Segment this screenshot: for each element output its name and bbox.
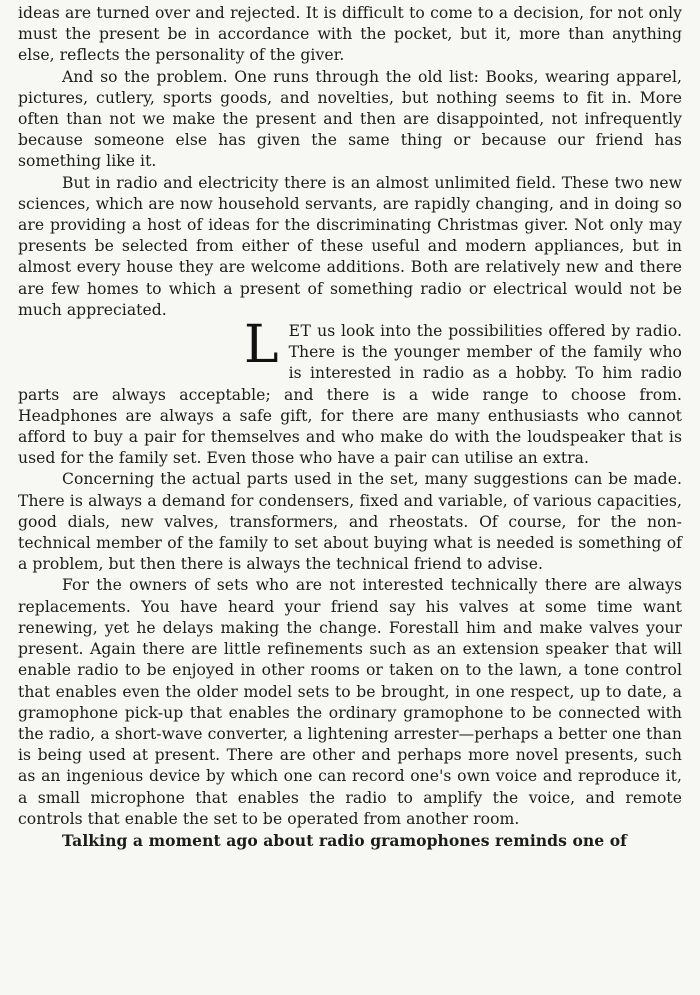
paragraph-problem: And so the problem. One runs through the old list: Books, wearing apparel, pictures, cutlery, sports goods, and novelties, but nothing seems to fit in. More often than not we make the present and then are disappointed, not infrequently because someone else has given the same thing or because our friend has something like it. (18, 67, 682, 171)
paragraph-possibilities (18, 315, 682, 469)
paragraph-replacements: For the owners of sets who are not interested technically there are always replacements. You have heard your friend say his valves at some time want renewing, yet he delays making the change. Forestall him and make valves your present. Again there are little refinements such as an extension speaker that will enable radio to be enjoyed in other rooms or taken on to the lawn, a tone control that enables even the older model sets to be brought, in one respect, up to date, a gramophone pick-up that enables the ordinary gramophone to be connected with the radio, a short-wave converter, a lightening arrester—perhaps a better one than is being used at present. There are other and perhaps more novel presents, such as an ingenious device by which one can record one's own voice and reproduce it, a small microphone that enables the radio to amplify the voice, and remote controls that enable the set to be operated from another room. (18, 576, 682, 828)
paragraph-gramophones: Talking a moment ago about radio gramophones reminds one of (62, 830, 627, 850)
lead-in-text: ET (288, 322, 312, 341)
paragraph-continuation: ideas are turned over and rejected. It is difficult to come to a decision, for not only must the present be in accordance with the pocket, but it, more than anything else, reflects the personality of the giver. (18, 4, 682, 65)
paragraph-parts: Concerning the actual parts used in the set, many suggestions can be made. There is always a demand for condensers, fixed and variable, of various capacities, good dials, new valves, transformers, and rheostats. Of course, for the non-technical member of the family to set about buying what is needed is something of a problem, but then there is always the technical friend to advise. (18, 470, 682, 574)
paragraph-possibilities-text: us look into the possibilities offered by radio. There is the younger member of the family who is interested in radio as a hobby. To him radio parts are always acceptable; and there is a wide range to choose from. Headphones are always a safe gift, for there are many enthusiasts who cannot afford to buy a pair for themselves and who make do with the loudspeaker that is used for the family set. Even those who have a pair can utilise an extra. (18, 322, 682, 468)
article-body (18, 3, 682, 851)
drop-cap: L (244, 315, 279, 376)
paragraph-radio-electricity: But in radio and electricity there is an almost unlimited field. These two new sciences, which are now household servants, are rapidly changing, and in doing so are providing a host of ideas for the discriminating Christmas giver. Not only may presents be selected from either of these useful and modern appliances, but in almost every house they are welcome additions. Both are relatively new and there are few homes to which a present of something radio or electrical would not be much appreciated. (18, 173, 682, 319)
